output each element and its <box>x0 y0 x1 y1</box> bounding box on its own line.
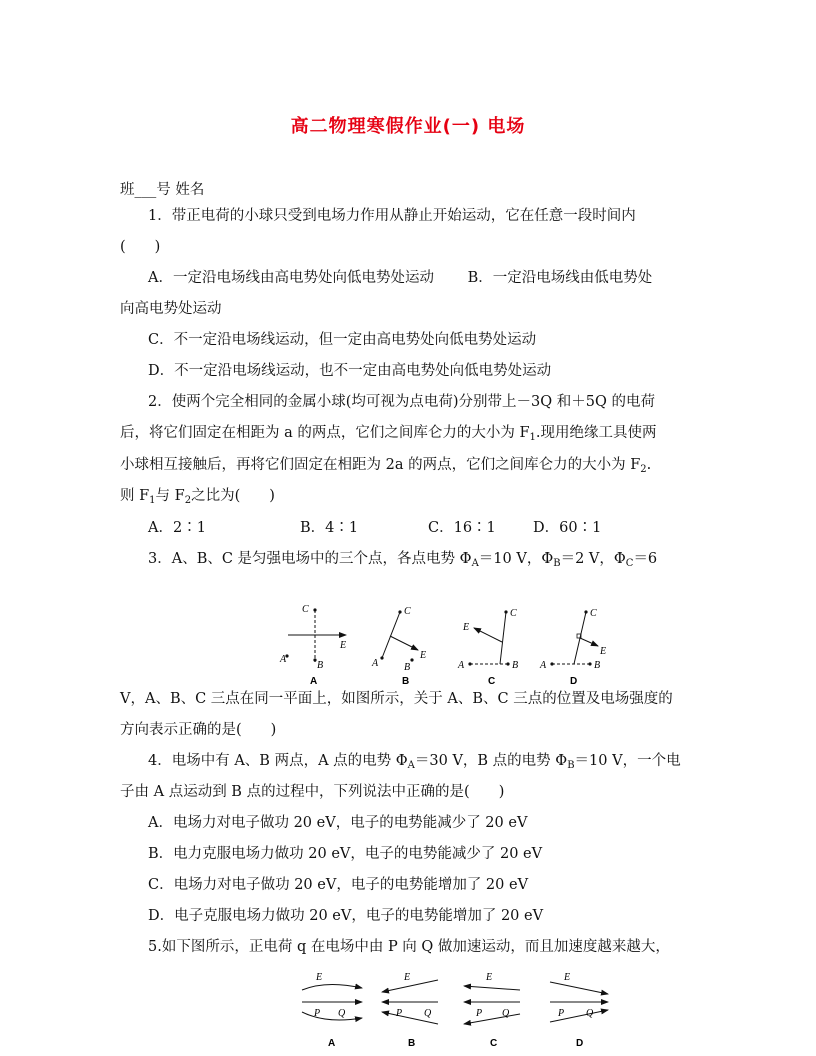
q1-option-d: D．不一定沿电场线运动，也不一定由高电势处向低电势处运动 <box>148 363 552 379</box>
q3b-label-b: B <box>404 662 411 673</box>
q5a-label-e: E <box>316 972 323 983</box>
q3c-label-e: E <box>463 622 470 633</box>
q5-option-d-label: D <box>576 1038 584 1049</box>
q3-panel-c <box>457 608 518 687</box>
q5-panel-a <box>302 972 362 1049</box>
q4-l1-c: ＝10 V，一个电 <box>574 753 681 769</box>
q3-option-b-label: B <box>402 676 410 687</box>
q2-line-3 <box>120 455 651 480</box>
q3b-label-e: E <box>420 650 427 661</box>
q4-sub-b: B <box>567 760 575 771</box>
q4-option-b: B．电力克服电场力做功 20 eV，电子的电势能减少了 20 eV <box>148 846 543 862</box>
q2-line-1: 2．使两个完全相同的金属小球(均可视为点电荷)分别带上－3Q 和＋5Q 的电荷 <box>148 394 655 410</box>
q5-panel-b <box>382 972 438 1049</box>
q2-l2-text: 后，将它们固定在相距为 a 的两点，它们之间库仑力的大小为 F <box>120 425 530 441</box>
q4-sub-a: A <box>407 760 415 771</box>
q2-l4-mid: 与 F <box>155 488 185 504</box>
q3c-label-a: A <box>458 660 465 671</box>
q5a-label-p: P <box>314 1008 321 1019</box>
q1-option-c: C．不一定沿电场线运动，但一定由高电势处向低电势处运动 <box>148 332 537 348</box>
q3b-label-c: C <box>404 606 411 617</box>
q4-l1-text: 4．电场中有 A、B 两点，A 点的电势 Φ <box>148 753 408 769</box>
q3-panel-a <box>279 604 346 687</box>
q3-panel-b <box>371 606 426 687</box>
q3a-label-a: A <box>280 654 287 665</box>
q4-line-2: 子由 A 点运动到 B 点的过程中，下列说法中正确的是( ) <box>120 784 505 800</box>
class-name-line: 班___号 姓名 <box>120 182 205 198</box>
q2-l4-sub1: 1 <box>149 495 156 506</box>
q1-paren: ( ) <box>120 239 161 255</box>
q3-l1-text: 3．A、B、C 是匀强电场中的三个点，各点电势 Φ <box>148 551 472 567</box>
q5d-label-q: Q <box>586 1008 594 1019</box>
q2-option-d: D．60∶1 <box>533 520 602 536</box>
q3d-label-e: E <box>600 646 607 657</box>
q3-l1-c: ＝2 V，Φ <box>560 551 626 567</box>
q5-panel-d <box>550 972 608 1049</box>
q3d-label-c: C <box>590 608 597 619</box>
q2-l4-text: 则 F <box>120 488 150 504</box>
q3-panel-d <box>539 608 606 687</box>
q5-panel-c <box>464 972 520 1049</box>
q3a-label-e: E <box>340 640 347 651</box>
q3-figure <box>270 598 620 688</box>
q3-line-2: V，A、B、C 三点在同一平面上，如图所示，关于 A、B、C 三点的位置及电场强度的 <box>120 691 673 707</box>
q4-option-d: D．电子克服电场力做功 20 eV，电子的电势能增加了 20 eV <box>148 908 544 924</box>
q5-line-1: 5.如下图所示，正电荷 q 在电场中由 P 向 Q 做加速运动，而且加速度越来越大， <box>148 939 670 955</box>
q3b-label-a: A <box>372 658 379 669</box>
q5c-label-p: P <box>476 1008 483 1019</box>
q3-sub-b: B <box>553 558 561 569</box>
q3-line-3: 方向表示正确的是( ) <box>120 722 277 738</box>
q5-option-c-label: C <box>490 1038 498 1049</box>
q2-l2-sub: 1 <box>529 432 536 443</box>
q5d-label-p: P <box>558 1008 565 1019</box>
q1-option-b-cont: 向高电势处运动 <box>120 301 222 317</box>
q2-l3-tail: . <box>646 457 652 473</box>
q3-l1-d: ＝6 <box>633 551 658 567</box>
q3-sub-a: A <box>471 558 479 569</box>
q3a-label-c: C <box>302 604 309 615</box>
q5a-label-q: Q <box>338 1008 346 1019</box>
q4-l1-b: ＝30 V，B 点的电势 Φ <box>414 753 568 769</box>
q2-l3-text: 小球相互接触后，再将它们固定在相距为 2a 的两点，它们之间库仑力的大小为 F <box>120 457 641 473</box>
q3-option-c-label: C <box>488 676 496 687</box>
q2-l2-tail: .现用绝缘工具使两 <box>535 425 657 441</box>
q5b-label-q: Q <box>424 1008 432 1019</box>
q3-option-d-label: D <box>570 676 578 687</box>
q5-option-b-label: B <box>408 1038 416 1049</box>
q2-line-4 <box>120 486 275 511</box>
q4-line-1 <box>148 751 681 776</box>
q5d-label-e: E <box>564 972 571 983</box>
q3c-label-c: C <box>510 608 517 619</box>
q3-option-a-label: A <box>310 676 318 687</box>
q1-stem: 1．带正电荷的小球只受到电场力作用从静止开始运动，它在任意一段时间内 <box>148 208 636 224</box>
q5b-label-p: P <box>396 1008 403 1019</box>
q3-l1-b: ＝10 V，Φ <box>478 551 554 567</box>
q1-option-a-b: A．一定沿电场线由高电势处向低电势处运动 B．一定沿电场线由低电势处 <box>148 270 653 286</box>
q4-option-c: C．电场力对电子做功 20 eV，电子的电势能增加了 20 eV <box>148 877 529 893</box>
q5c-label-q: Q <box>502 1008 510 1019</box>
q5-figure <box>296 966 626 1050</box>
q3a-label-b: B <box>317 660 324 671</box>
q3-sub-c: C <box>625 558 634 569</box>
q5c-label-e: E <box>486 972 493 983</box>
q5b-label-e: E <box>404 972 411 983</box>
q3d-label-b: B <box>594 660 601 671</box>
q4-option-a: A．电场力对电子做功 20 eV，电子的电势能减少了 20 eV <box>148 815 528 831</box>
q3-line-1 <box>148 549 657 574</box>
q2-option-b: B．4∶1 <box>300 520 359 536</box>
q3d-label-a: A <box>540 660 547 671</box>
q3c-label-b: B <box>512 660 519 671</box>
q2-option-c: C．16∶1 <box>428 520 496 536</box>
q5-option-a-label: A <box>328 1038 336 1049</box>
page-title: 高二物理寒假作业(一) 电场 <box>290 116 526 137</box>
q2-option-a: A．2∶1 <box>148 520 206 536</box>
q2-l3-sub: 2 <box>640 464 647 475</box>
q2-line-2 <box>120 423 657 448</box>
q2-l4-sub2: 2 <box>184 495 192 506</box>
q2-l4-tail: 之比为( ) <box>191 488 275 504</box>
